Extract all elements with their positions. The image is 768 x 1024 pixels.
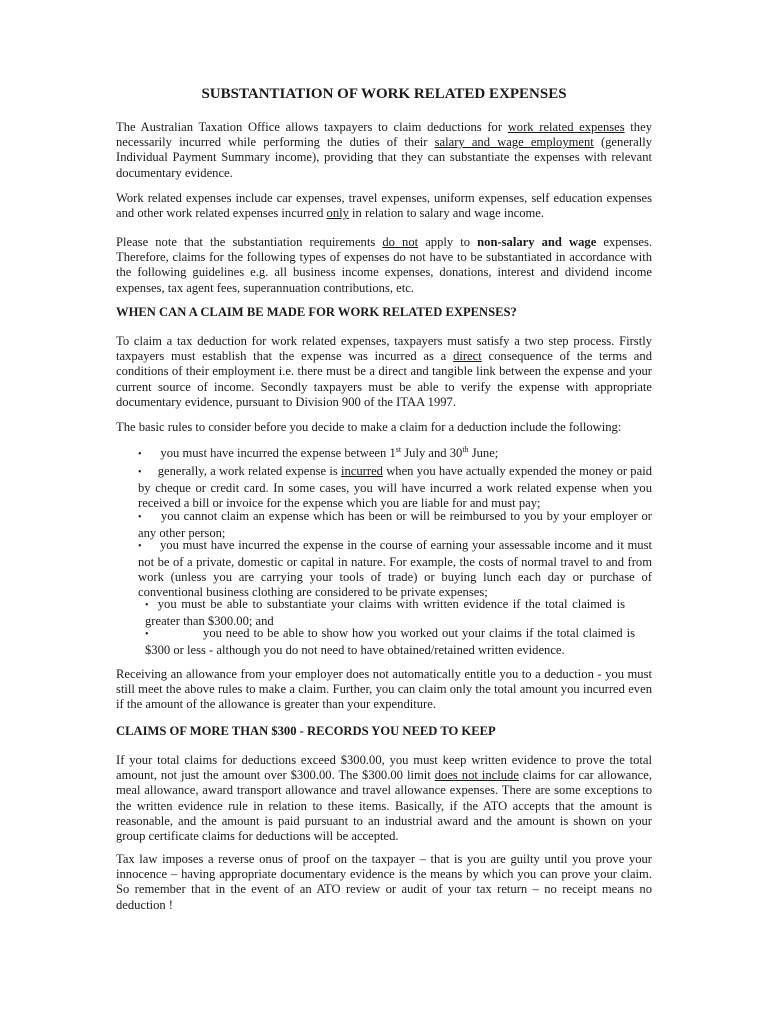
intro-paragraph	[116, 120, 652, 181]
only-underlined: only	[326, 206, 349, 221]
allowance-paragraph: Receiving an allowance from your employer does not automatically entitle you to a deduction - you must still meet the above rules to make a claim. Further, you can claim only the total amount you incurred even if the amount of the allowance is greater than your expenditure.	[116, 667, 652, 712]
b2-text-a: generally, a work related expense is	[157, 464, 341, 478]
bullet-icon: •	[145, 600, 149, 611]
b5-text: you must be able to substantiate your claims with written evidence if the total claimed is greater than $300.00; and	[145, 597, 625, 628]
bullet-icon: •	[138, 449, 142, 460]
direct-underlined: direct	[453, 349, 482, 364]
bullet-icon: •	[138, 512, 142, 523]
b2-text-b: when you have actually expended the money or paid by cheque or credit card. In some cases, you will have incurred a work related expense when you received a bill or invoice for the expense which you are liable for and must pay;	[138, 464, 652, 510]
list-item	[138, 464, 652, 511]
heading-when-can-claim: WHEN CAN A CLAIM BE MADE FOR WORK RELATED EXPENSES?	[116, 305, 517, 319]
incurred-underlined: incurred	[341, 464, 383, 478]
salary-wage-employment-underlined: salary and wage employment	[434, 135, 594, 150]
list-item	[145, 597, 625, 629]
para3-text-b: apply to	[418, 235, 478, 249]
b1-text-b: July and 30	[401, 446, 463, 460]
para4-text-b: consequence of the terms and conditions of their employment i.e. there must be a direct and tangible link between the expense and your current source of income. Secondly taxpayers must be able to verify the expense with appropriate documentary evidence, pursuant to Division 900 of the ITAA 1997.	[116, 349, 652, 409]
work-related-expenses-paragraph	[116, 191, 652, 221]
list-item	[138, 509, 652, 541]
basic-rules-intro: The basic rules to consider before you decide to make a claim for a deduction include the following:	[116, 420, 622, 434]
substantiation-note-paragraph	[116, 235, 652, 296]
b4-text: you must have incurred the expense in the course of earning your assessable income and it must not be of a private, domestic or capital in nature. For example, the costs of normal travel to and from work (unless you are carrying your tools of trade) or buying lunch each day or purchase of conventional business clothing are considered to be private expenses;	[138, 538, 652, 599]
list-item	[138, 538, 652, 600]
work-related-expenses-underlined: work related expenses	[507, 120, 625, 134]
bullet-icon: •	[138, 541, 142, 552]
b6-text: you need to be able to show how you worked out your claims if the total claimed is $300 or less - although you do not need to have obtained/retained written evidence.	[145, 626, 636, 657]
b1-text-c: June;	[468, 446, 499, 460]
intro-text-b: they necessarily incurred while performing the duties of their	[116, 120, 652, 150]
b3-text: you cannot claim an expense which has been or will be reimbursed to you by your employer or any other person;	[138, 509, 652, 540]
document-title: SUBSTANTIATION OF WORK RELATED EXPENSES	[201, 86, 567, 102]
list-item	[138, 446, 652, 463]
list-item	[145, 626, 635, 658]
reverse-onus-paragraph: Tax law imposes a reverse onus of proof on the taxpayer – that is you are guilty until you prove your innocence – having appropriate documentary evidence is the means by which you can prove your claim. So remember that in the event of an ATO review or audit of your tax return – no receipt means no deduction !	[116, 852, 652, 912]
bullet-icon: •	[138, 467, 142, 478]
b1-text-a: you must have incurred the expense between 1	[160, 446, 396, 460]
para7-text-b: claims for car allowance, meal allowance, award transport allowance and travel allowance expenses. There are some exceptions to the written evidence rule in relation to these items. Basically, if the ATO accepts that the amount is reasonable, and the amount is paid pursuant to an industrial award and the amount is shown on your group certificate claims for deductions will be accepted.	[116, 768, 652, 844]
intro-text-a: The Australian Taxation Office allows taxpayers to claim deductions for	[116, 120, 508, 134]
para3-text-c: expenses. Therefore, claims for the following types of expenses do not have to be substantiated in accordance with the following guidelines e.g. all business income expenses, donations, interest and dividend income expenses, tax agent fees, superannuation contributions, etc.	[116, 235, 652, 295]
para2-text-a: Work related expenses include car expenses, travel expenses, uniform expenses, self education expenses and other work related expenses incurred	[116, 191, 652, 221]
para3-text-a: Please note that the substantiation requirements	[116, 235, 383, 249]
para7-text-a: If your total claims for deductions exceed $300.00, you must keep written evidence to prove the total amount, not just the amount over $300.00. The $300.00 limit	[116, 753, 652, 783]
para2-text-b: in relation to salary and wage income.	[348, 206, 545, 221]
para4-text-a: To claim a tax deduction for work related expenses, taxpayers must satisfy a two step process. Firstly taxpayers must establish that the expense was incurred as a	[116, 334, 652, 364]
written-evidence-paragraph	[116, 753, 652, 844]
b1-sup-th: th	[462, 444, 469, 454]
two-step-process-paragraph	[116, 334, 652, 410]
does-not-include-underlined: does not include	[434, 768, 519, 783]
bullet-icon: •	[145, 629, 149, 640]
b1-sup-st: st	[395, 444, 402, 454]
non-salary-bold: non-salary and wage	[477, 235, 597, 249]
do-not-underlined: do not	[382, 235, 419, 249]
intro-text-c: (generally Individual Payment Summary income), providing that they can substantiate the expenses with relevant documentary evidence.	[116, 135, 652, 180]
heading-claims-over-300: CLAIMS OF MORE THAN $300 - RECORDS YOU NEED TO KEEP	[116, 724, 496, 738]
